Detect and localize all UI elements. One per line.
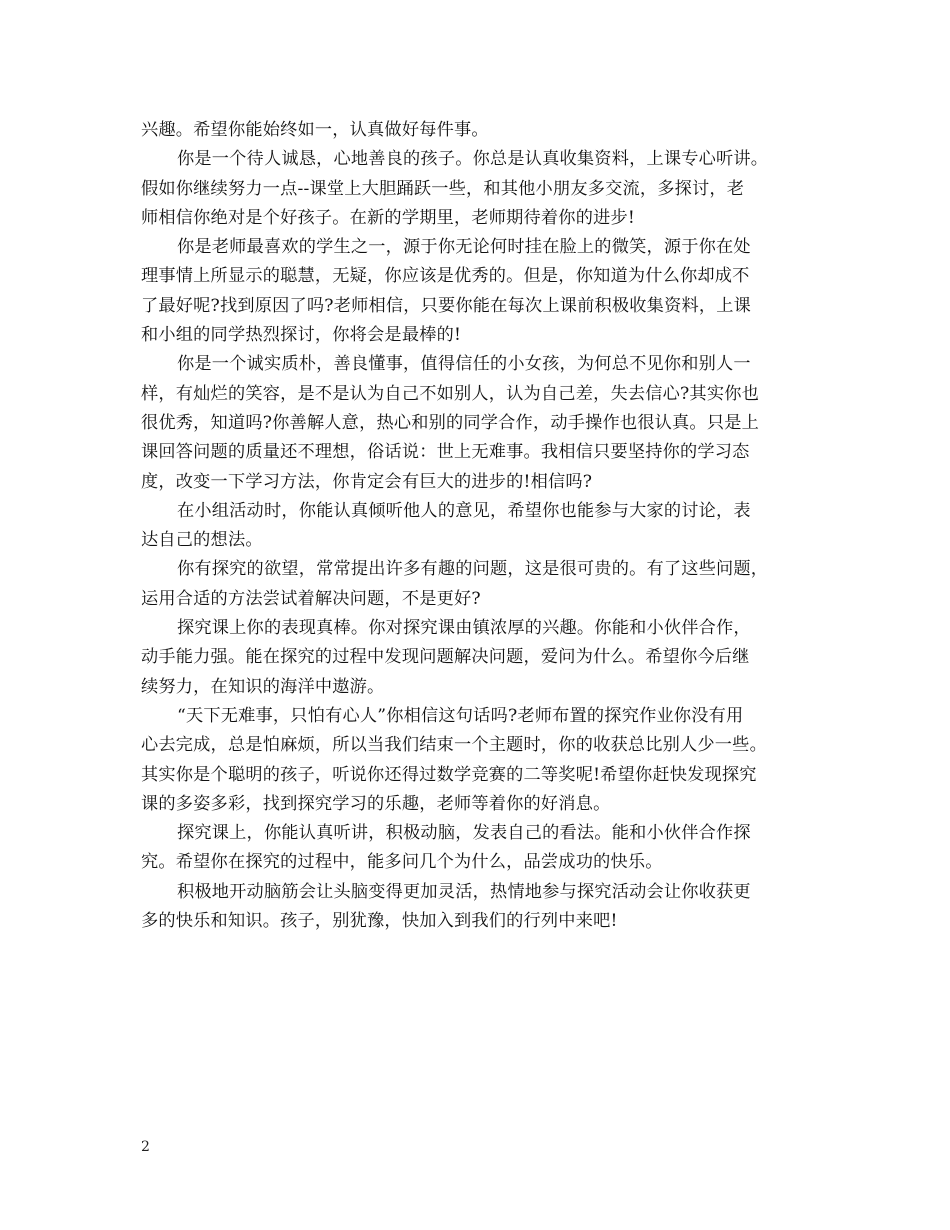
body-text bbox=[141, 116, 821, 936]
text-line: 探究课上你的表现真棒。你对探究课由镇浓厚的兴趣。你能和小伙伴合作， bbox=[177, 618, 751, 639]
text-line: 在小组活动时，你能认真倾听他人的意见，希望你也能参与大家的讨论，表 bbox=[177, 500, 751, 521]
text-line: 和小组的同学热烈探讨，你将会是最棒的! bbox=[141, 325, 462, 346]
text-line: 动手能力强。能在探究的过程中发现问题解决问题，爱问为什么。希望你今后继 bbox=[141, 647, 750, 668]
text-line: 了最好呢?找到原因了吗?老师相信，只要你能在每次上课前积极收集资料，上课 bbox=[141, 295, 752, 316]
text-line: 很优秀，知道吗?你善解人意，热心和别的同学合作，动手操作也很认真。只是上 bbox=[141, 412, 759, 433]
text-line: 课的多姿多彩，找到探究学习的乐趣，老师等着你的好消息。 bbox=[141, 793, 611, 814]
text-line: “天下无难事，只怕有心人”你相信这句话吗?老师布置的探究作业你没有用 bbox=[177, 705, 744, 726]
text-line: 探究课上，你能认真听讲，积极动脑，发表自己的看法。能和小伙伴合作探 bbox=[177, 823, 751, 844]
text-line: 度，改变一下学习方法，你肯定会有巨大的进步的!相信吗? bbox=[141, 471, 593, 492]
text-line: 课回答问题的质量还不理想，俗话说：世上无难事。我相信只要坚持你的学习态 bbox=[141, 442, 750, 463]
text-line: 你是一个诚实质朴，善良懂事，值得信任的小女孩，为何总不见你和别人一 bbox=[177, 354, 751, 375]
text-line: 多的快乐和知识。孩子，别犹豫，快加入到我们的行列中来吧! bbox=[141, 911, 618, 932]
text-line: 究。希望你在探究的过程中，能多问几个为什么，品尝成功的快乐。 bbox=[141, 852, 663, 873]
text-line: 达自己的想法。 bbox=[141, 530, 263, 551]
page-number: 2 bbox=[141, 1139, 150, 1155]
text-line: 续努力，在知识的海洋中遨游。 bbox=[141, 676, 385, 697]
text-line: 你是老师最喜欢的学生之一，源于你无论何时挂在脸上的微笑，源于你在处 bbox=[177, 237, 751, 258]
text-line: 你是一个待人诚恳，心地善良的孩子。你总是认真收集资料，上课专心听讲。 bbox=[177, 149, 769, 170]
text-line: 运用合适的方法尝试着解决问题，不是更好? bbox=[141, 588, 481, 609]
text-line: 师相信你绝对是个好孩子。在新的学期里，老师期待着你的进步! bbox=[141, 207, 635, 228]
text-line: 理事情上所显示的聪慧，无疑，你应该是优秀的。但是，你知道为什么你却成不 bbox=[141, 266, 750, 287]
text-line: 其实你是个聪明的孩子，听说你还得过数学竞赛的二等奖呢!希望你赶快发现探究 bbox=[141, 764, 757, 785]
text-line: 你有探究的欲望，常常提出许多有趣的问题，这是很可贵的。有了这些问题， bbox=[177, 559, 769, 580]
text-line: 积极地开动脑筋会让头脑变得更加灵活，热情地参与探究活动会让你收获更 bbox=[177, 881, 751, 902]
text-line: 假如你继续努力一点--课堂上大胆踊跃一些，和其他小朋友多交流，多探讨，老 bbox=[141, 178, 745, 199]
text-line: 兴趣。希望你能始终如一，认真做好每件事。 bbox=[141, 120, 489, 140]
text-line: 样，有灿烂的笑容，是不是认为自己不如别人，认为自己差，失去信心?其实你也 bbox=[141, 383, 759, 404]
text-line: 心去完成，总是怕麻烦，所以当我们结束一个主题时，你的收获总比别人少一些。 bbox=[141, 735, 767, 756]
